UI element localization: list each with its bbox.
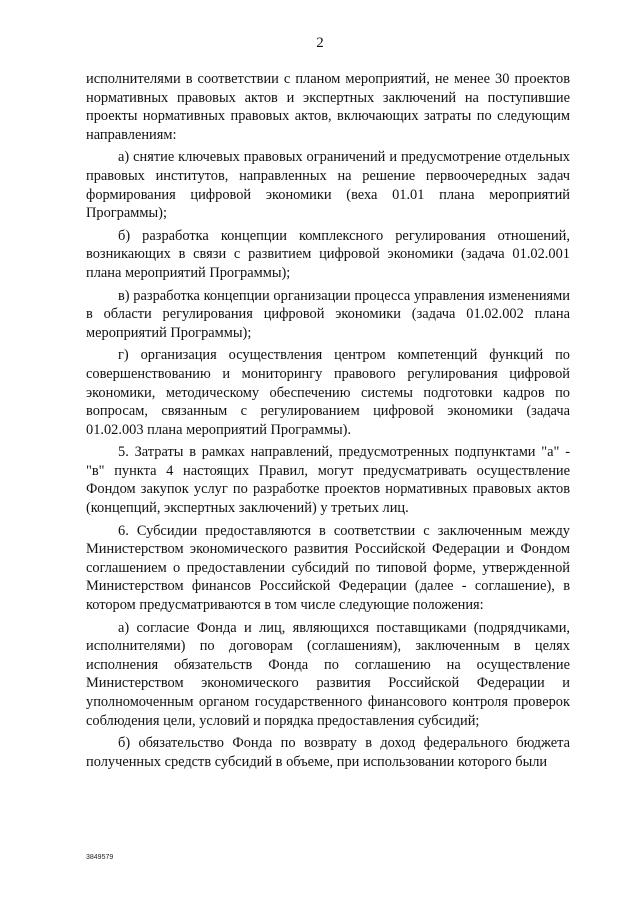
paragraph-continuation: исполнителями в соответствии с планом мероприятий, не менее 30 проектов нормативных правовых актов и экспертных заключений на поступившие проекты нормативных правовых актов, включающих затраты по следующим направлениям:: [86, 71, 570, 143]
paragraph-clause-6: 6. Субсидии предоставляются в соответствии с заключенным между Министерством экономического развития Российской Федерации и Фондом соглашением о предоставлении субсидий по типовой форме, утвержденной Министерством финансов Российской Федерации (далее - соглашение), в котором предусматриваются в том числе следующие положения:: [86, 522, 570, 614]
document-code: 3849579: [86, 854, 114, 861]
paragraph-clause-5: 5. Затраты в рамках направлений, предусмотренных подпунктами "а" - "в" пункта 4 настоящих Правил, могут предусматривать осуществление Фондом закупок услуг по разработке проектов нормативных правовых актов (концепций, экспертных заключений) у третьих лиц.: [86, 444, 570, 517]
paragraph-item-a: а) снятие ключевых правовых ограничений и предусмотрение отдельных правовых институтов, направленных на решение первоочередных задач формирования цифровой экономики (веха 01.01 плана мероприятий Программы);: [86, 149, 570, 222]
paragraph-item-b: б) разработка концепции комплексного регулирования отношений, возникающих в связи с развитием цифровой экономики (задача 01.02.001 плана мероприятий Программы);: [86, 227, 570, 281]
page-number: 2: [316, 35, 324, 51]
paragraph-item-g: г) организация осуществления центром компетенций функций по совершенствованию и мониторингу правового регулирования цифровой экономики, методическому обеспечению системы подготовки кадров по вопросам, связанным с регулированием цифровой экономики (задача 01.02.003 плана мероприятий Программы).: [86, 347, 570, 438]
paragraph-clause-6-item-a: а) согласие Фонда и лиц, являющихся поставщиками (подрядчиками, исполнителями) по договорам (соглашениям), заключенным в целях исполнения обязательств Фонда по соглашению на осуществление Министерством экономического развития Российской Федерации и уполномоченным органом государственного финансового контроля проверок соблюдения цели, условий и порядка предоставления субсидий;: [86, 619, 570, 729]
document-body: [86, 70, 570, 775]
paragraph-item-v: в) разработка концепции организации процесса управления изменениями в области регулирования цифровой экономики (задача 01.02.002 плана мероприятий Программы);: [86, 287, 570, 341]
paragraph-clause-6-item-b: б) обязательство Фонда по возврату в доход федерального бюджета полученных средств субсидий в объеме, при использовании которого были: [86, 735, 570, 770]
